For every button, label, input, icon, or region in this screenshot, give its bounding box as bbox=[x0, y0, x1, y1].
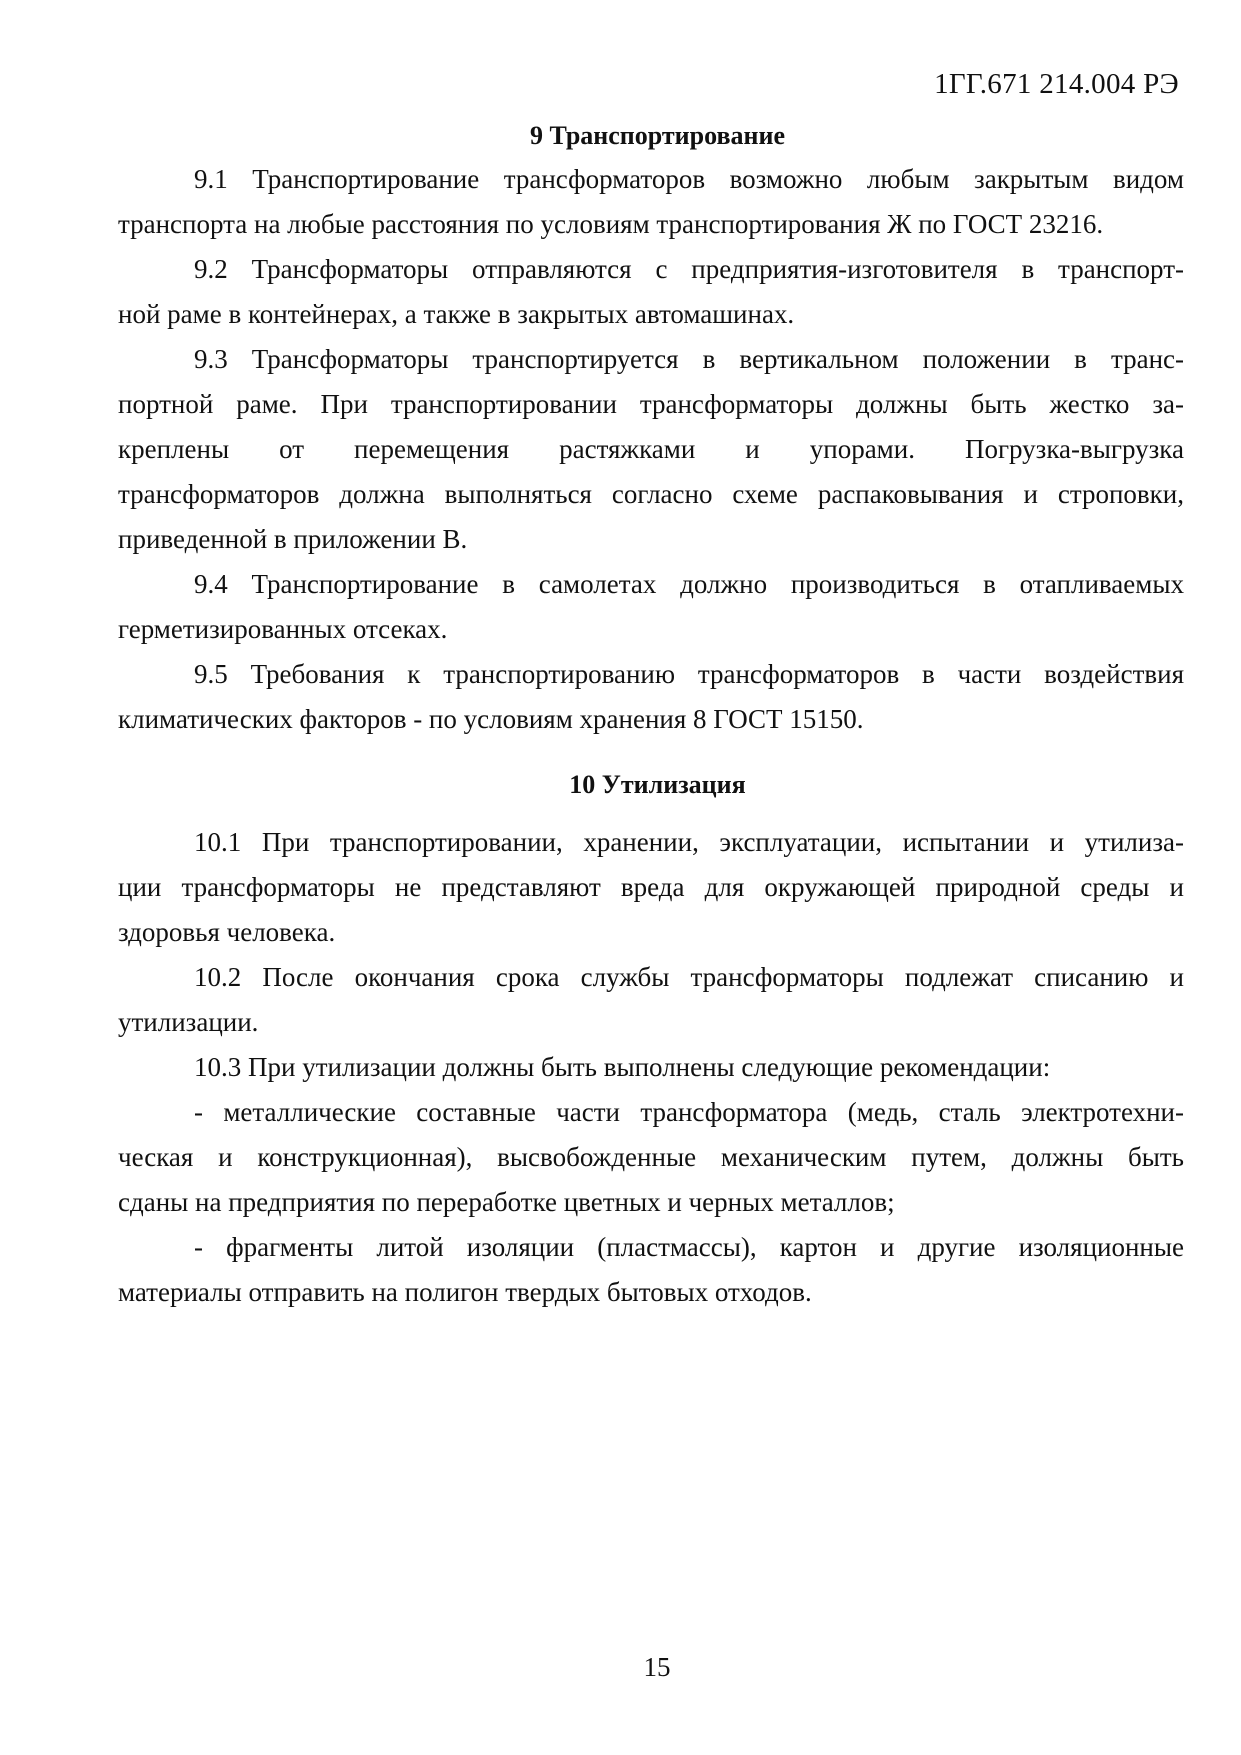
paragraph-9-3-line: трансформаторов должна выполняться согласно схеме распаковывания и строповки, bbox=[118, 479, 1184, 509]
paragraph-9-1-line: 9.1 Транспортирование трансформаторов возможно любым закрытым видом bbox=[194, 164, 1184, 194]
paragraph-9-4-line: герметизированных отсеках. bbox=[118, 614, 448, 644]
paragraph-9-3-line: портной раме. При транспортировании трансформаторы должны быть жестко за- bbox=[118, 389, 1184, 419]
paragraph-10-3-line: 10.3 При утилизации должны быть выполнены следующие рекомендации: bbox=[194, 1052, 1051, 1082]
page-number: 15 bbox=[643, 1652, 671, 1682]
list-item-metal-parts-line: - металлические составные части трансформатора (медь, сталь электротехни- bbox=[194, 1097, 1184, 1127]
list-item-metal-parts-line: сданы на предприятия по переработке цветных и черных металлов; bbox=[118, 1187, 895, 1217]
list-item-metal-parts-line: ческая и конструкционная), высвобожденные механическим путем, должны быть bbox=[118, 1142, 1184, 1172]
list-item-insulation-line: материалы отправить на полигон твердых бытовых отходов. bbox=[118, 1277, 812, 1307]
paragraph-9-5-line: 9.5 Требования к транспортированию трансформаторов в части воздействия bbox=[194, 659, 1184, 689]
paragraph-9-4-line: 9.4 Транспортирование в самолетах должно производиться в отапливаемых bbox=[194, 569, 1184, 599]
paragraph-10-1-line: здоровья человека. bbox=[118, 917, 336, 947]
paragraph-9-3-line: приведенной в приложении В. bbox=[118, 524, 468, 554]
list-item-insulation-line: - фрагменты литой изоляции (пластмассы), картон и другие изоляционные bbox=[194, 1232, 1184, 1262]
paragraph-9-3-line: креплены от перемещения растяжками и упорами. Погрузка-выгрузка bbox=[118, 434, 1184, 464]
paragraph-9-5-line: климатических факторов - по условиям хранения 8 ГОСТ 15150. bbox=[118, 704, 864, 734]
section-heading-transportation: 9 Транспортирование bbox=[529, 121, 786, 150]
paragraph-10-2-line: 10.2 После окончания срока службы трансформаторы подлежат списанию и bbox=[194, 962, 1184, 992]
paragraph-9-3-line: 9.3 Трансформаторы транспортируется в вертикальном положении в транс- bbox=[194, 344, 1184, 374]
paragraph-9-1-line: транспорта на любые расстояния по условиям транспортирования Ж по ГОСТ 23216. bbox=[118, 209, 1104, 239]
section-heading-disposal: 10 Утилизация bbox=[569, 770, 746, 799]
paragraph-10-2-line: утилизации. bbox=[118, 1007, 259, 1037]
paragraph-10-1-line: ции трансформаторы не представляют вреда для окружающей природной среды и bbox=[118, 872, 1184, 902]
paragraph-9-2-line: ной раме в контейнерах, а также в закрытых автомашинах. bbox=[118, 299, 795, 329]
document-code: 1ГГ.671 214.004 РЭ bbox=[934, 68, 1179, 100]
paragraph-9-2-line: 9.2 Трансформаторы отправляются с предприятия-изготовителя в транспорт- bbox=[194, 254, 1184, 284]
paragraph-10-1-line: 10.1 При транспортировании, хранении, эксплуатации, испытании и утилиза- bbox=[194, 827, 1184, 857]
